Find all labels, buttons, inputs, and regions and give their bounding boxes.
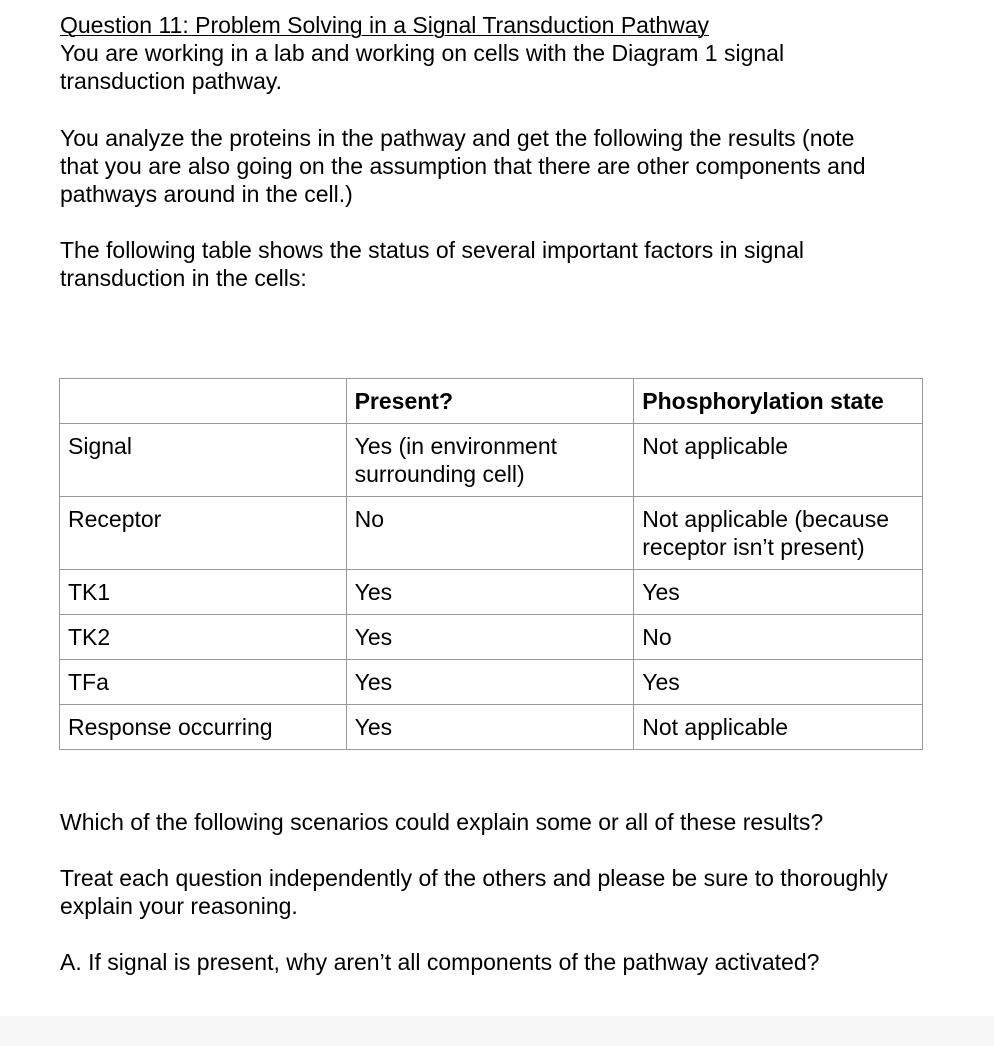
table-row-tk2 xyxy=(60,615,923,660)
question-header xyxy=(60,11,784,95)
present-cell xyxy=(346,615,634,660)
question-title: Question 11: Problem Solving in a Signal Transduction Pathway xyxy=(60,12,710,38)
phosphorylation-cell xyxy=(634,570,923,615)
table-row-receptor xyxy=(60,497,923,570)
analysis-line-1: You analyze the proteins in the pathway and get the following the results (note xyxy=(60,125,855,151)
page-bottom-edge xyxy=(0,1016,994,1046)
phosphorylation-cell xyxy=(634,497,923,570)
question-a xyxy=(60,948,819,976)
header-factor xyxy=(60,379,347,424)
instructions-line-1: Treat each question independently of the others and please be sure to thoroughly xyxy=(60,865,888,891)
table-row-tk1 xyxy=(60,570,923,615)
phosphorylation-cell xyxy=(634,705,923,750)
table-intro-line-2: transduction in the cells: xyxy=(60,265,307,291)
status-table xyxy=(59,378,923,750)
instructions-paragraph xyxy=(60,864,888,920)
present-line: Yes xyxy=(354,669,393,695)
factor-cell: TK1 xyxy=(60,570,347,615)
table-header-row xyxy=(60,379,923,424)
phosphorylation-cell xyxy=(634,660,923,705)
table-intro-line-1: The following table shows the status of several important factors in signal xyxy=(60,237,805,263)
phosphorylation-line: Not applicable xyxy=(642,714,789,740)
present-cell xyxy=(346,424,634,497)
factor-cell: Response occurring xyxy=(60,705,347,750)
factor-cell: Signal xyxy=(60,424,347,497)
phosphorylation-cell xyxy=(634,424,923,497)
present-cell xyxy=(346,705,634,750)
intro-line-2: transduction pathway. xyxy=(60,68,283,94)
analysis-line-3: pathways around in the cell.) xyxy=(60,181,353,207)
analysis-line-2: that you are also going on the assumption that there are other components and xyxy=(60,153,866,179)
phosphorylation-line: receptor isn’t present) xyxy=(642,534,865,560)
factor-cell: TFa xyxy=(60,660,347,705)
factor-cell: TK2 xyxy=(60,615,347,660)
phosphorylation-line: No xyxy=(642,624,672,650)
scenarios-prompt xyxy=(60,808,823,836)
intro-line-1: You are working in a lab and working on cells with the Diagram 1 signal xyxy=(60,40,785,66)
present-line: Yes xyxy=(354,714,393,740)
phosphorylation-line: Yes xyxy=(642,669,680,695)
present-line: surrounding cell) xyxy=(354,461,525,487)
present-cell xyxy=(346,497,634,570)
present-line: Yes xyxy=(354,624,393,650)
table-row-signal xyxy=(60,424,923,497)
scenarios-prompt-line: Which of the following scenarios could explain some or all of these results? xyxy=(60,809,824,835)
table-row-tfa xyxy=(60,660,923,705)
present-line: No xyxy=(354,506,384,532)
table-intro-paragraph xyxy=(60,236,804,292)
phosphorylation-line: Not applicable (because xyxy=(642,506,890,532)
present-line: Yes xyxy=(354,579,393,605)
phosphorylation-cell xyxy=(634,615,923,660)
phosphorylation-line: Not applicable xyxy=(642,433,789,459)
factor-cell: Receptor xyxy=(60,497,347,570)
header-present: Present? xyxy=(346,379,634,424)
table-row-response xyxy=(60,705,923,750)
present-cell xyxy=(346,660,634,705)
present-cell xyxy=(346,570,634,615)
analysis-paragraph xyxy=(60,124,866,208)
present-line: Yes (in environment xyxy=(354,433,558,459)
phosphorylation-line: Yes xyxy=(642,579,680,605)
header-phosphorylation: Phosphorylation state xyxy=(634,379,923,424)
instructions-line-2: explain your reasoning. xyxy=(60,893,298,919)
question-a-line: A. If signal is present, why aren’t all components of the pathway activated? xyxy=(60,949,820,975)
